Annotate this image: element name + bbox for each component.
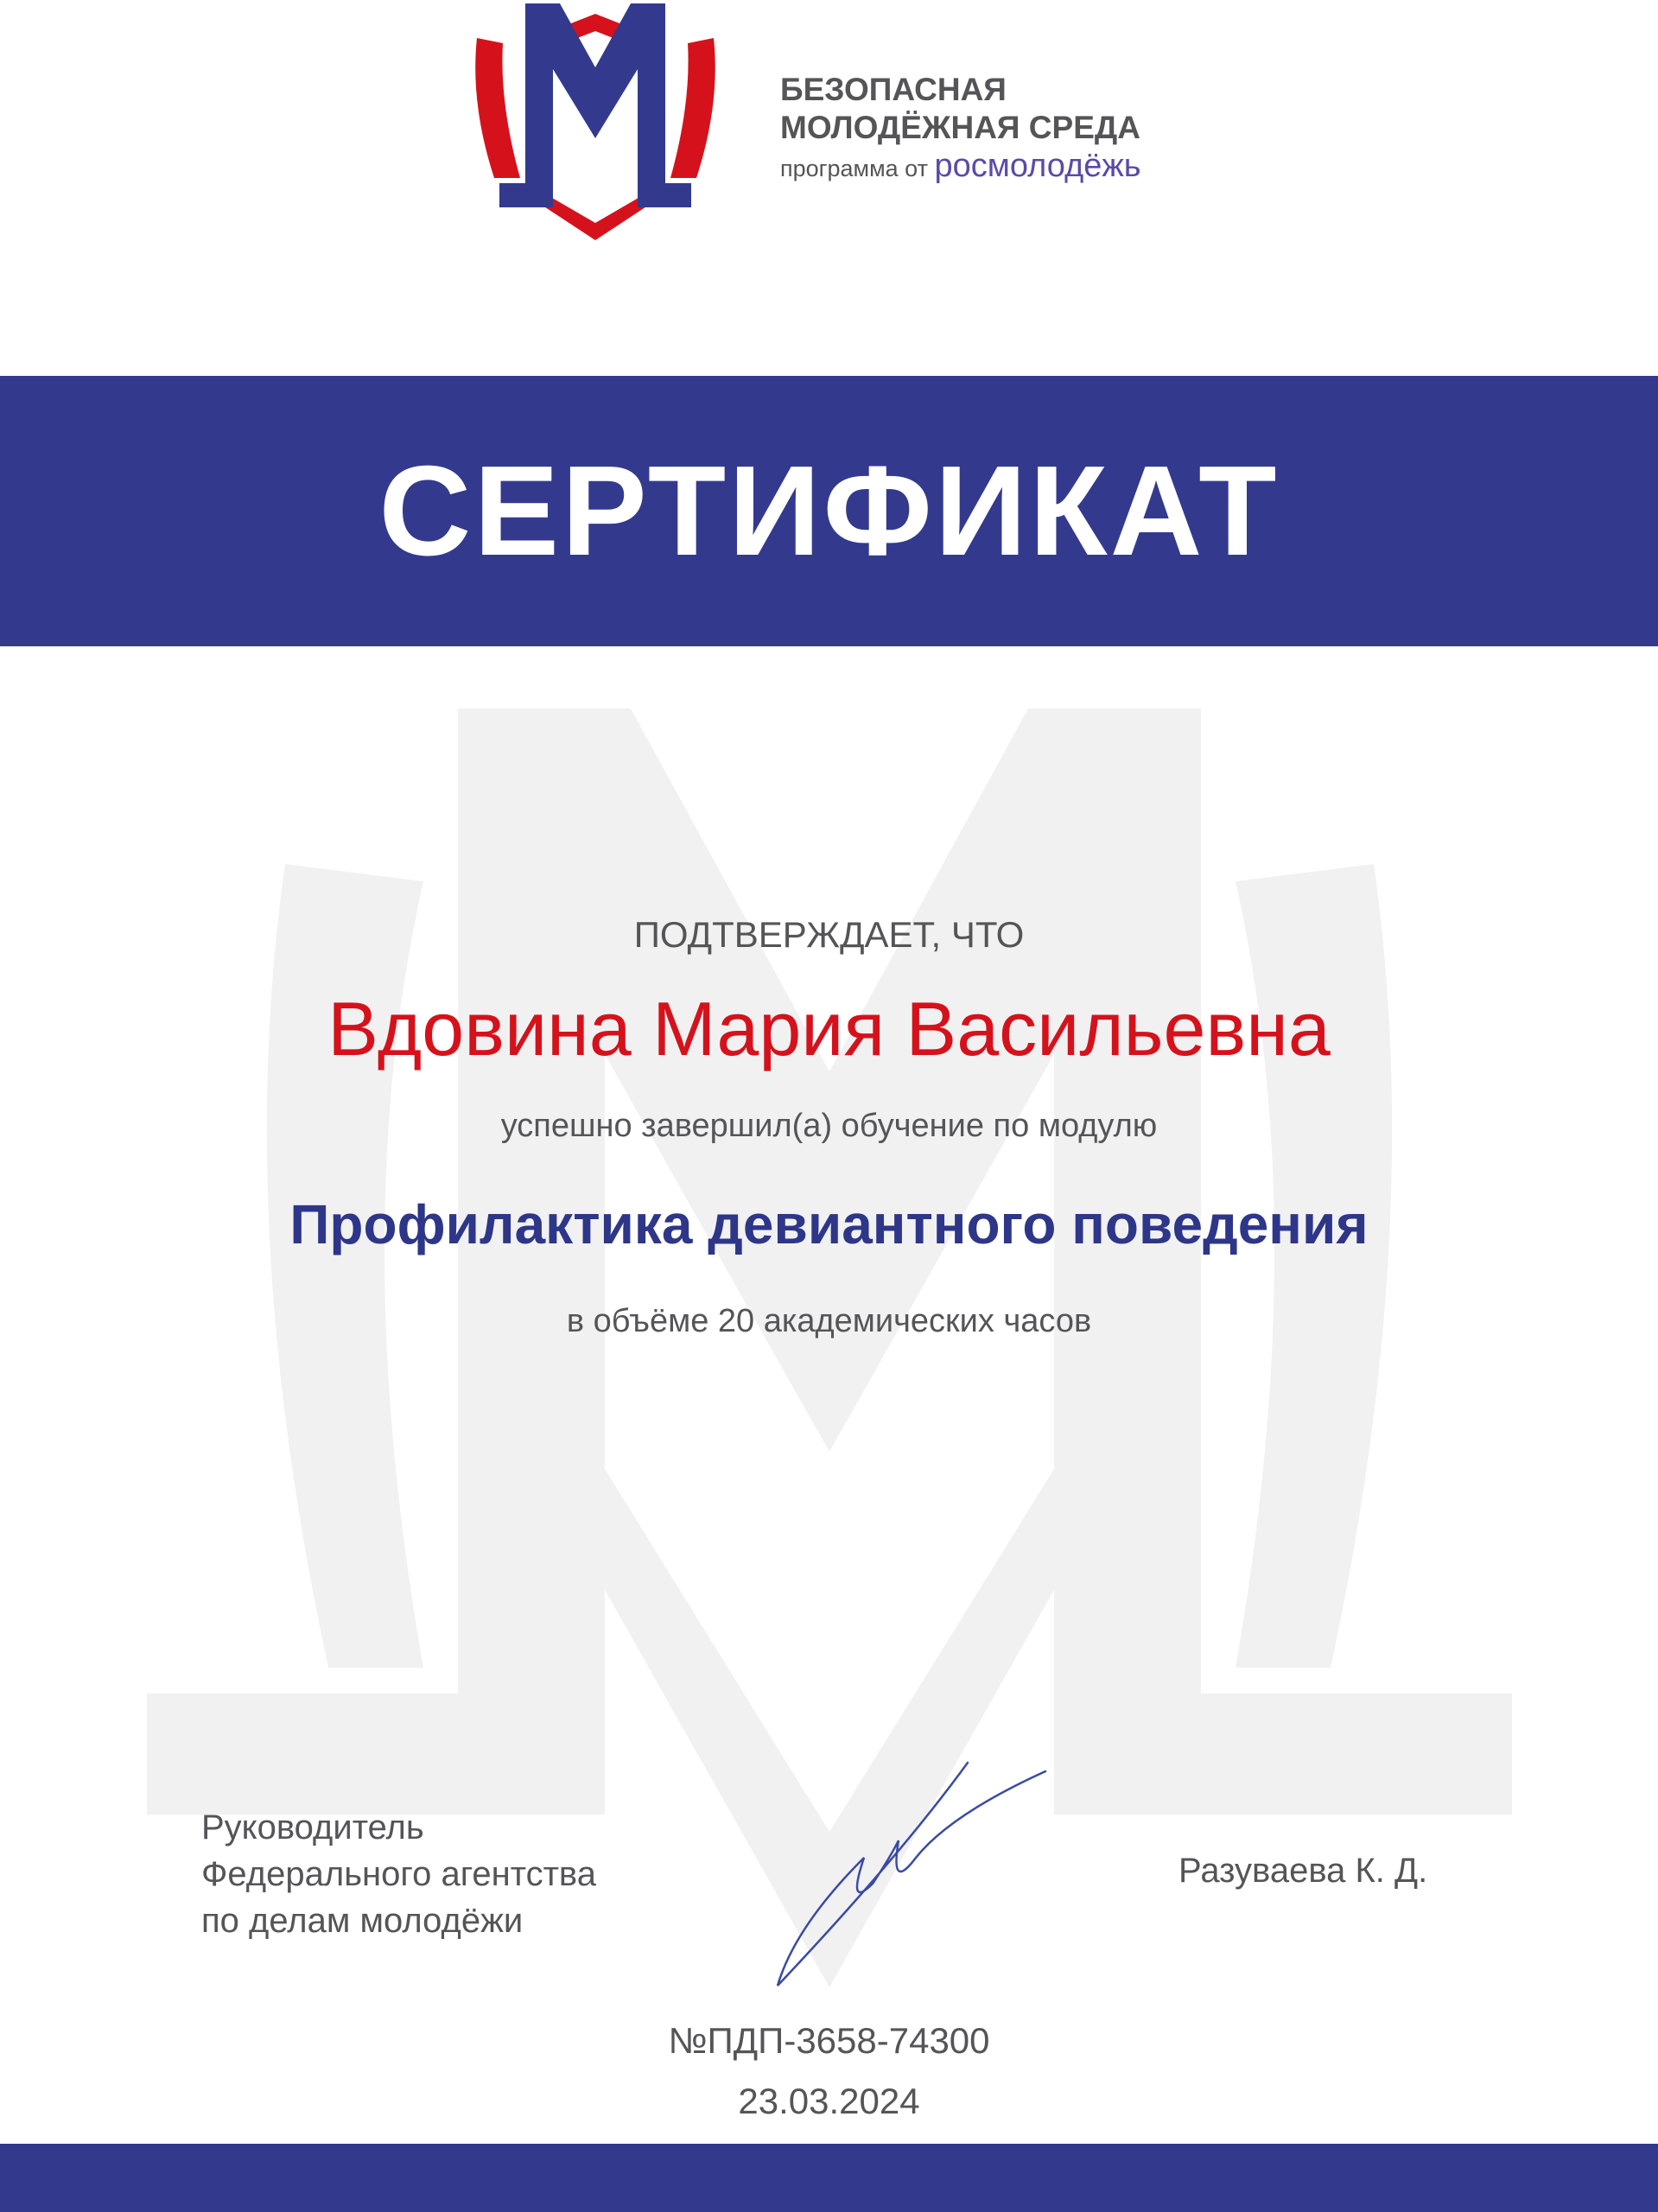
certificate-banner [0, 376, 1658, 646]
bottom-bar [0, 2144, 1658, 2212]
certificate-date: 23.03.2024 [738, 2081, 920, 2121]
signer-position-line-3: по делам молодёжи [201, 1902, 524, 1940]
module-title: Профилактика девиантного поведения [289, 1193, 1369, 1255]
signer-position [201, 1804, 596, 1944]
hours-text: в объёме 20 академических часов [566, 1303, 1092, 1339]
signer-name: Разуваева К. Д. [1178, 1852, 1428, 1890]
signer-position-line-2: Федерального агентства [201, 1855, 596, 1893]
certificate-number: №ПДП-3658-74300 [668, 2020, 990, 2061]
brand-program-prefix: программа от [780, 156, 928, 181]
brand-line-2: МОЛОДЁЖНАЯ СРЕДА [780, 110, 1140, 145]
signer-position-line-1: Руководитель [201, 1808, 424, 1847]
recipient-name: Вдовина Мария Васильевна [327, 986, 1331, 1071]
program-brand-text [780, 71, 1141, 188]
confirm-text: ПОДТВЕРЖДАЕТ, ЧТО [633, 914, 1025, 955]
program-logo [465, 0, 726, 244]
brand-program-line [780, 147, 1141, 188]
brand-program-org: росмолодёжь [934, 148, 1141, 184]
completion-text: успешно завершил(а) обучение по модулю [500, 1108, 1158, 1144]
signature [743, 1754, 1054, 1996]
brand-line-1: БЕЗОПАСНАЯ [780, 72, 1007, 107]
certificate-title: СЕРТИФИКАТ [378, 439, 1280, 582]
